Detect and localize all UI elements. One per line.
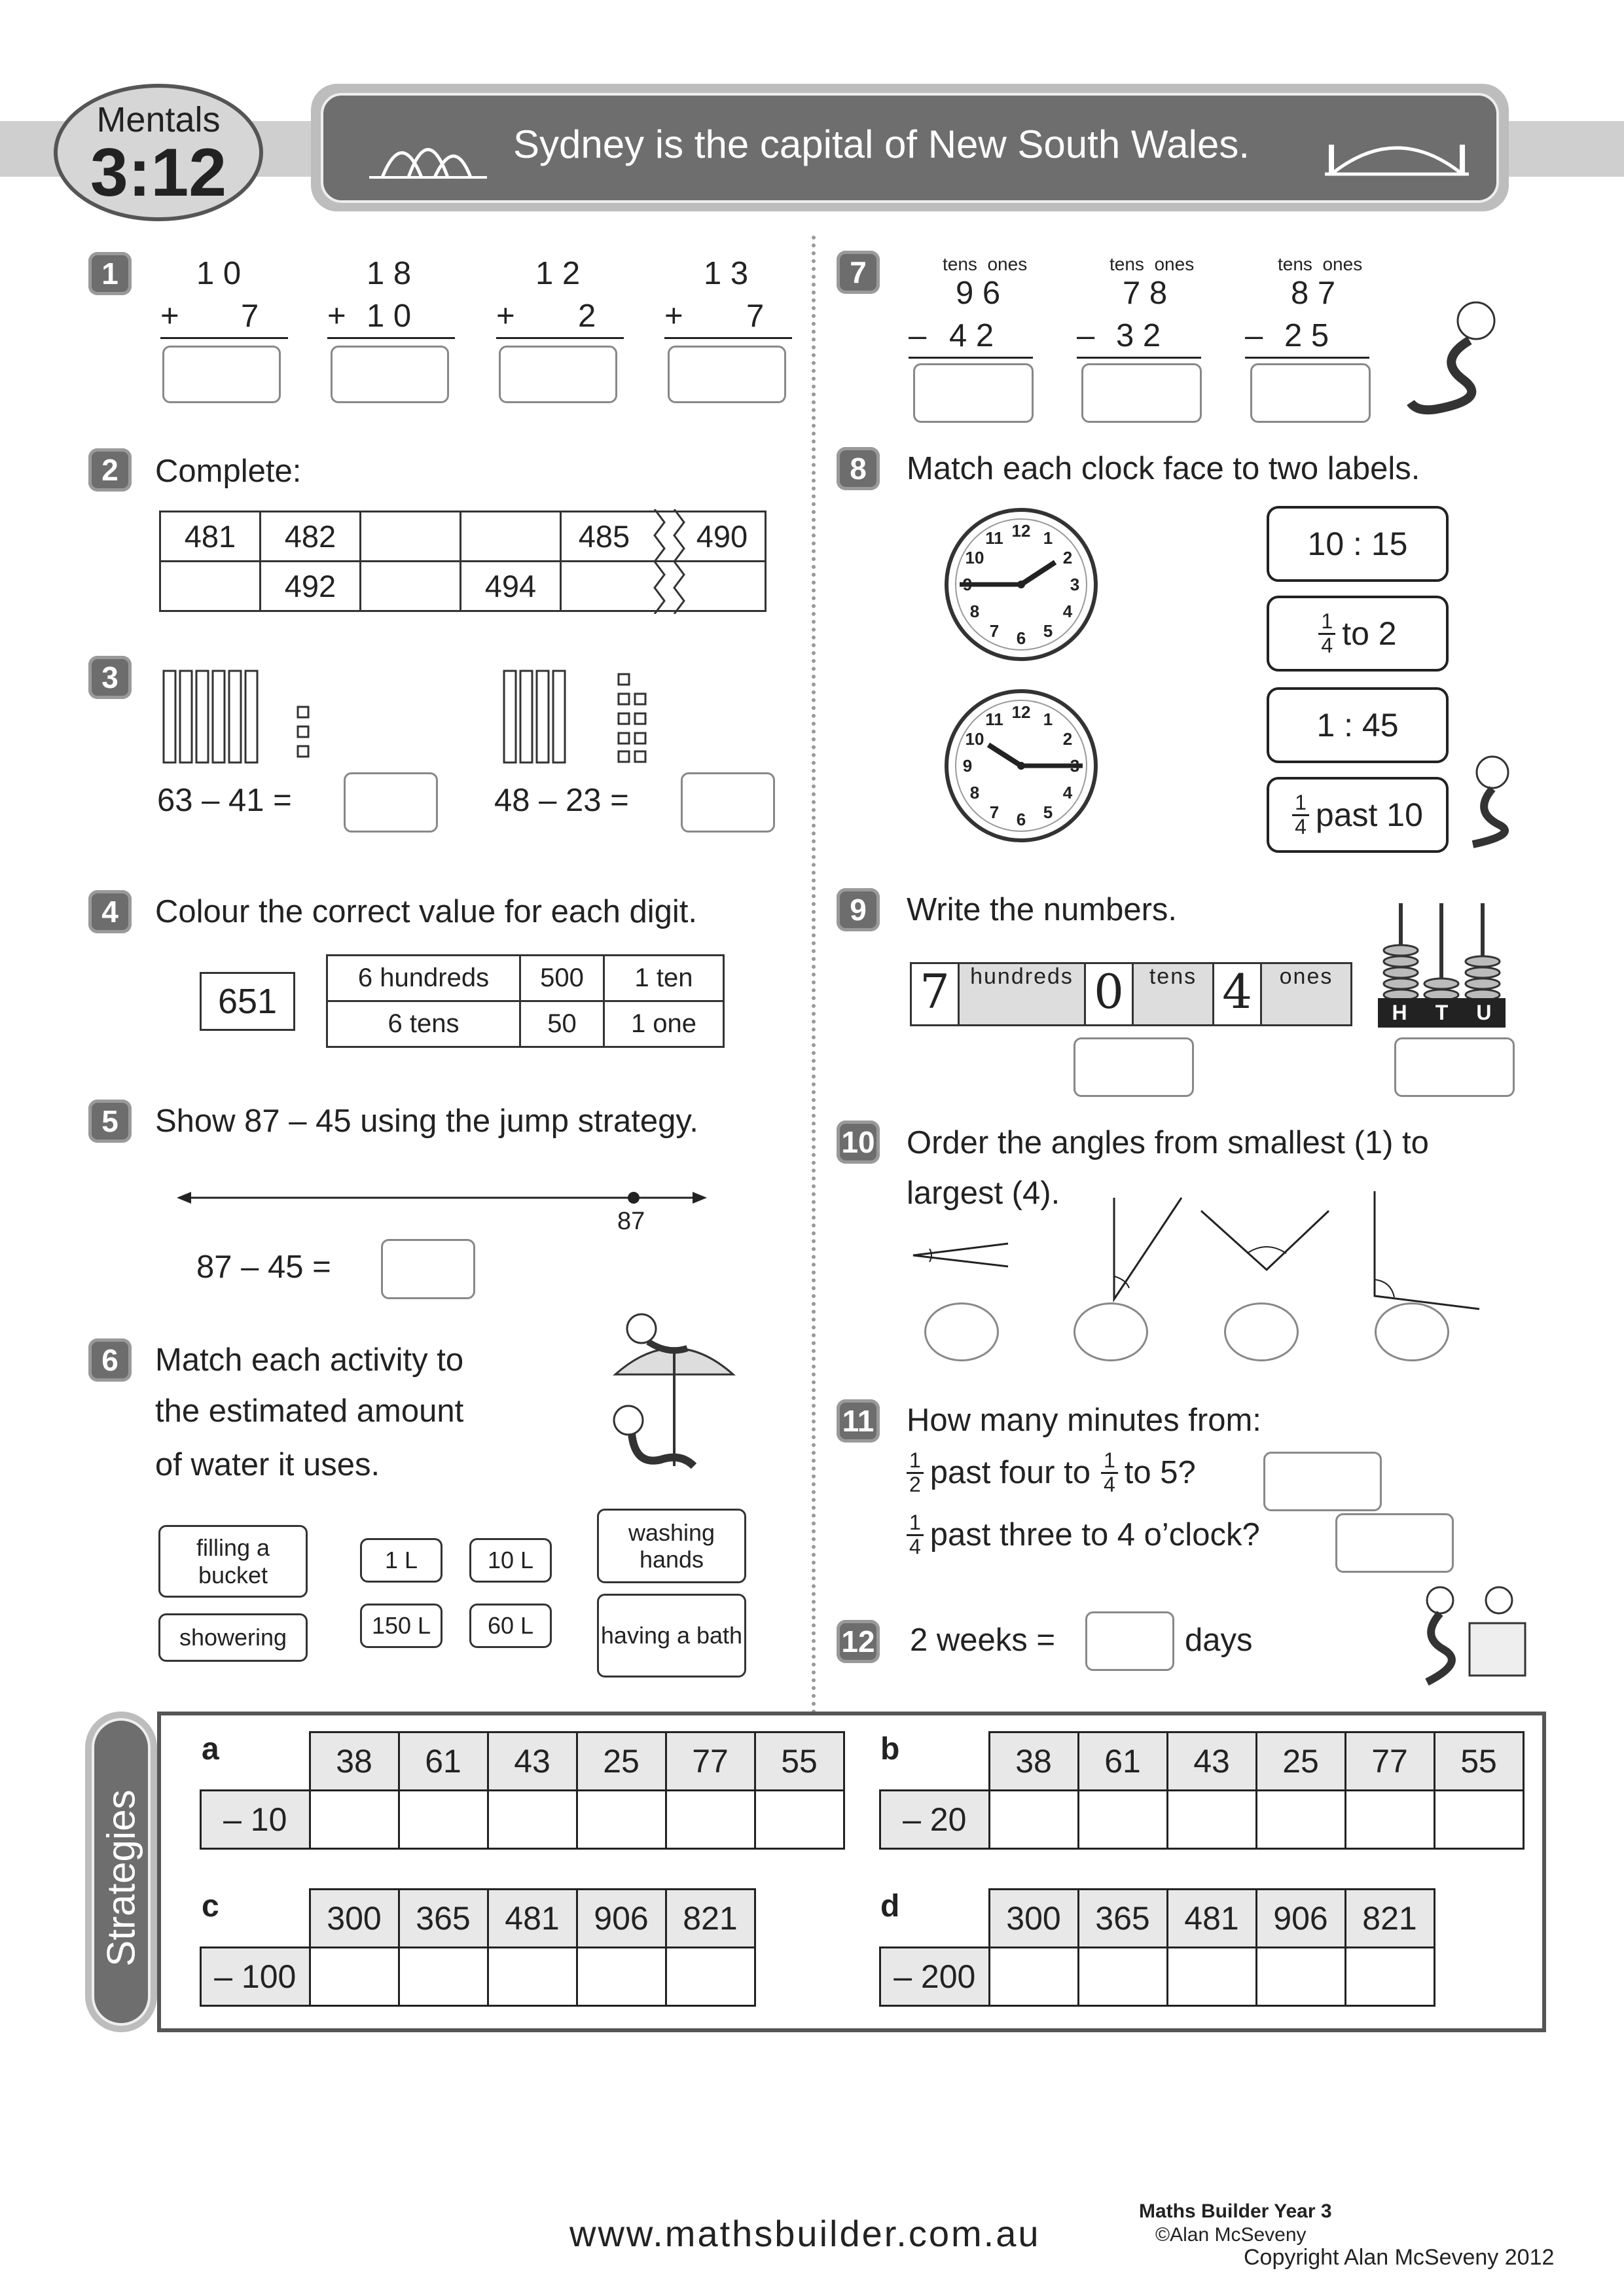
strategy-b-table: 38 61 43 25 77 55 – 20 (879, 1731, 1525, 1850)
q12-text: 2 weeks = (910, 1623, 1055, 1658)
fraction: $\frac{1}{4}$ (1292, 792, 1309, 838)
q4-text: Colour the correct value for each digit. (155, 894, 697, 929)
label-tens: tens (1134, 964, 1212, 1024)
clock-numeral: 1 (1043, 528, 1053, 548)
clock-numeral: 10 (965, 548, 984, 567)
abacus-bead (1384, 945, 1418, 956)
q3-eq-2: 48 – 23 = (494, 783, 629, 818)
abacus-bead (1466, 956, 1500, 967)
fraction: $\frac{1}{4}$ (1101, 1450, 1118, 1496)
clock-face-2[interactable] (943, 687, 1100, 844)
question-number-12: 12 (837, 1620, 880, 1663)
label-ones: ones (1262, 964, 1350, 1024)
clock-numeral: 6 (1016, 810, 1026, 829)
q10-line-2: largest (4). (907, 1175, 1060, 1211)
question-number-10: 10 (837, 1121, 880, 1164)
clock-numeral: 8 (969, 601, 980, 621)
q2-text: Complete: (155, 454, 302, 489)
q6-line-3: of water it uses. (155, 1447, 380, 1482)
q3-eq-1: 63 – 41 = (157, 783, 292, 818)
angles-diagram (910, 1185, 1499, 1316)
worm-character-illustration (1398, 288, 1515, 419)
question-number-4: 4 (88, 890, 132, 933)
abacus-icon (1378, 900, 1506, 1005)
mentals-number: 3:12 (90, 135, 227, 211)
base-ten-blocks-2 (501, 668, 664, 766)
clock-label-1-45[interactable]: 1 : 45 (1267, 687, 1449, 763)
clock-numeral: 2 (1062, 548, 1073, 567)
clock-numeral: 6 (1016, 628, 1026, 648)
clock-numeral: 7 (989, 802, 1000, 822)
q5-text: Show 87 – 45 using the jump strategy. (155, 1103, 698, 1139)
clock-numeral: 2 (1062, 729, 1073, 749)
opera-house-icon (363, 115, 494, 187)
abacus-bead (1466, 967, 1500, 978)
clock-numeral: 11 (985, 528, 1003, 548)
question-number-2: 2 (88, 448, 132, 492)
clock-numeral: 10 (965, 729, 984, 749)
strategy-a-label: a (202, 1732, 219, 1767)
digit-tens: 0 (1084, 964, 1134, 1024)
clock-numeral: 3 (1070, 575, 1080, 594)
clock-numeral: 7 (989, 621, 1000, 641)
strategy-d-table: 300 365 481 906 821 – 200 (879, 1888, 1435, 2007)
strategies-title: Strategies (99, 1789, 143, 1967)
q12-unit: days (1185, 1623, 1253, 1658)
answer-box[interactable] (331, 346, 449, 403)
q9-text: Write the numbers. (907, 892, 1178, 927)
activity-having-bath[interactable]: having a bath (597, 1594, 746, 1677)
mentals-badge (54, 84, 263, 221)
answer-box[interactable] (1085, 1611, 1174, 1671)
column-divider (812, 236, 816, 1715)
q4-number: 651 (200, 972, 295, 1031)
abacus-bead (1384, 967, 1418, 978)
footer-author: ©Alan McSeveny (1155, 2224, 1307, 2246)
clock-numeral: 4 (1062, 783, 1073, 802)
clock-numeral: 5 (1043, 802, 1053, 822)
q11-line-1: $\frac{1}{2}$ past four to $\frac{1}{4}$ to 5? (907, 1450, 1196, 1496)
strategy-a-table: 38 61 43 25 77 55 – 10 (200, 1731, 845, 1850)
clock-numeral: 11 (985, 709, 1003, 729)
mentals-label: Mentals (96, 100, 221, 139)
label-hundreds: hundreds (960, 964, 1084, 1024)
strategy-b-label: b (880, 1732, 900, 1767)
digit-hundreds: 7 (912, 964, 960, 1024)
angle-rank-4[interactable] (1375, 1302, 1449, 1361)
fraction: $\frac{1}{4}$ (907, 1512, 924, 1558)
answer-box[interactable] (162, 346, 281, 403)
activity-showering[interactable]: showering (158, 1613, 308, 1662)
clock-numeral: 3 (1070, 756, 1080, 776)
clock-numeral: 1 (1043, 709, 1053, 729)
clock-label-10-15[interactable]: 10 : 15 (1267, 506, 1449, 582)
q11-text: How many minutes from: (907, 1403, 1261, 1438)
question-number-9: 9 (837, 888, 880, 931)
question-number-7: 7 (837, 251, 880, 294)
question-number-6: 6 (88, 1338, 132, 1382)
number-grid: 481 482 485 490 492 494 (159, 511, 767, 612)
place-value-strip (910, 962, 1352, 1026)
worm-umbrella-illustration (602, 1302, 746, 1479)
question-number-3: 3 (88, 656, 132, 699)
answer-box[interactable] (681, 772, 775, 833)
abacus-bead (1466, 978, 1500, 989)
answer-box[interactable] (1394, 1037, 1515, 1097)
answer-box[interactable] (668, 346, 786, 403)
answer-box[interactable] (1335, 1513, 1454, 1573)
activity-washing-hands[interactable]: washing hands (597, 1509, 746, 1583)
value-table: 6 hundreds 500 1 ten 6 tens 50 1 one (326, 954, 725, 1048)
clock-numeral: 12 (1011, 521, 1031, 541)
clock-numeral: 5 (1043, 621, 1053, 641)
torn-edge (645, 509, 691, 614)
abacus-bead (1424, 978, 1458, 989)
answer-box[interactable] (1074, 1037, 1194, 1097)
abacus (1378, 900, 1506, 1031)
footer-copyright: Copyright Alan McSeveny 2012 (1244, 2245, 1555, 2270)
answer-box[interactable] (913, 363, 1034, 423)
fraction: $\frac{1}{4}$ (1318, 611, 1335, 656)
angle-rank-3[interactable] (1224, 1302, 1299, 1361)
clock-numeral: 9 (962, 756, 973, 776)
q8-text: Match each clock face to two labels. (907, 451, 1420, 486)
q11-line-2: $\frac{1}{4}$ past three to 4 o’clock? (907, 1512, 1260, 1558)
strategy-c-table: 300 365 481 906 821 – 100 (200, 1888, 756, 2007)
clock-numeral: 4 (1062, 601, 1073, 621)
digit-ones: 4 (1212, 964, 1262, 1024)
banner-text: Sydney is the capital of New South Wales. (513, 122, 1250, 166)
number-line-marker: 87 (617, 1208, 645, 1235)
clock-numeral: 8 (969, 783, 980, 802)
clock-numeral: 9 (962, 575, 973, 594)
activity-filling-bucket[interactable]: filling a bucket (158, 1525, 308, 1598)
clock-numeral: 12 (1011, 702, 1031, 722)
base-ten-blocks-1 (160, 668, 324, 766)
answer-box[interactable] (1263, 1452, 1382, 1511)
question-number-8: 8 (837, 447, 880, 490)
abacus-labels: H T U (1378, 998, 1506, 1028)
amount-1l[interactable]: 1 L (360, 1538, 442, 1583)
answer-box[interactable] (381, 1239, 475, 1299)
footer-url[interactable]: www.mathsbuilder.com.au (569, 2213, 1041, 2254)
strategy-d-label: d (880, 1889, 900, 1924)
answer-box[interactable] (499, 346, 617, 403)
answer-box[interactable] (1081, 363, 1202, 423)
q6-line-1: Match each activity to (155, 1342, 464, 1378)
worms-in-box-illustration (1407, 1577, 1538, 1695)
worm-character-illustration (1447, 746, 1532, 851)
answer-box[interactable] (344, 772, 438, 833)
clock-label-quarter-past-10[interactable]: $\frac{1}{4}$ past 10 (1267, 777, 1449, 853)
question-number-11: 11 (837, 1399, 880, 1443)
angle-rank-1[interactable] (924, 1302, 999, 1361)
banner-inner (321, 93, 1499, 203)
strategy-c-label: c (202, 1889, 219, 1924)
clock-face-1[interactable] (943, 506, 1100, 663)
question-number-5: 5 (88, 1100, 132, 1143)
fraction: $\frac{1}{2}$ (907, 1450, 924, 1496)
harbour-bridge-icon (1318, 122, 1475, 187)
amount-150l[interactable]: 150 L (360, 1604, 442, 1648)
q6-line-2: the estimated amount (155, 1393, 464, 1429)
strategies-tab (85, 1712, 157, 2032)
amount-60l[interactable]: 60 L (469, 1604, 552, 1648)
clock-label-quarter-to-2[interactable]: $\frac{1}{4}$ to 2 (1267, 596, 1449, 672)
q5-eq: 87 – 45 = (196, 1249, 331, 1285)
footer-book: Maths Builder Year 3 (1139, 2200, 1332, 2222)
q10-line-1: Order the angles from smallest (1) to (907, 1125, 1429, 1160)
abacus-bead (1384, 956, 1418, 967)
abacus-bead (1384, 978, 1418, 989)
amount-10l[interactable]: 10 L (469, 1538, 552, 1583)
angle-rank-2[interactable] (1074, 1302, 1148, 1361)
question-number-1: 1 (88, 252, 132, 295)
answer-box[interactable] (1250, 363, 1371, 423)
